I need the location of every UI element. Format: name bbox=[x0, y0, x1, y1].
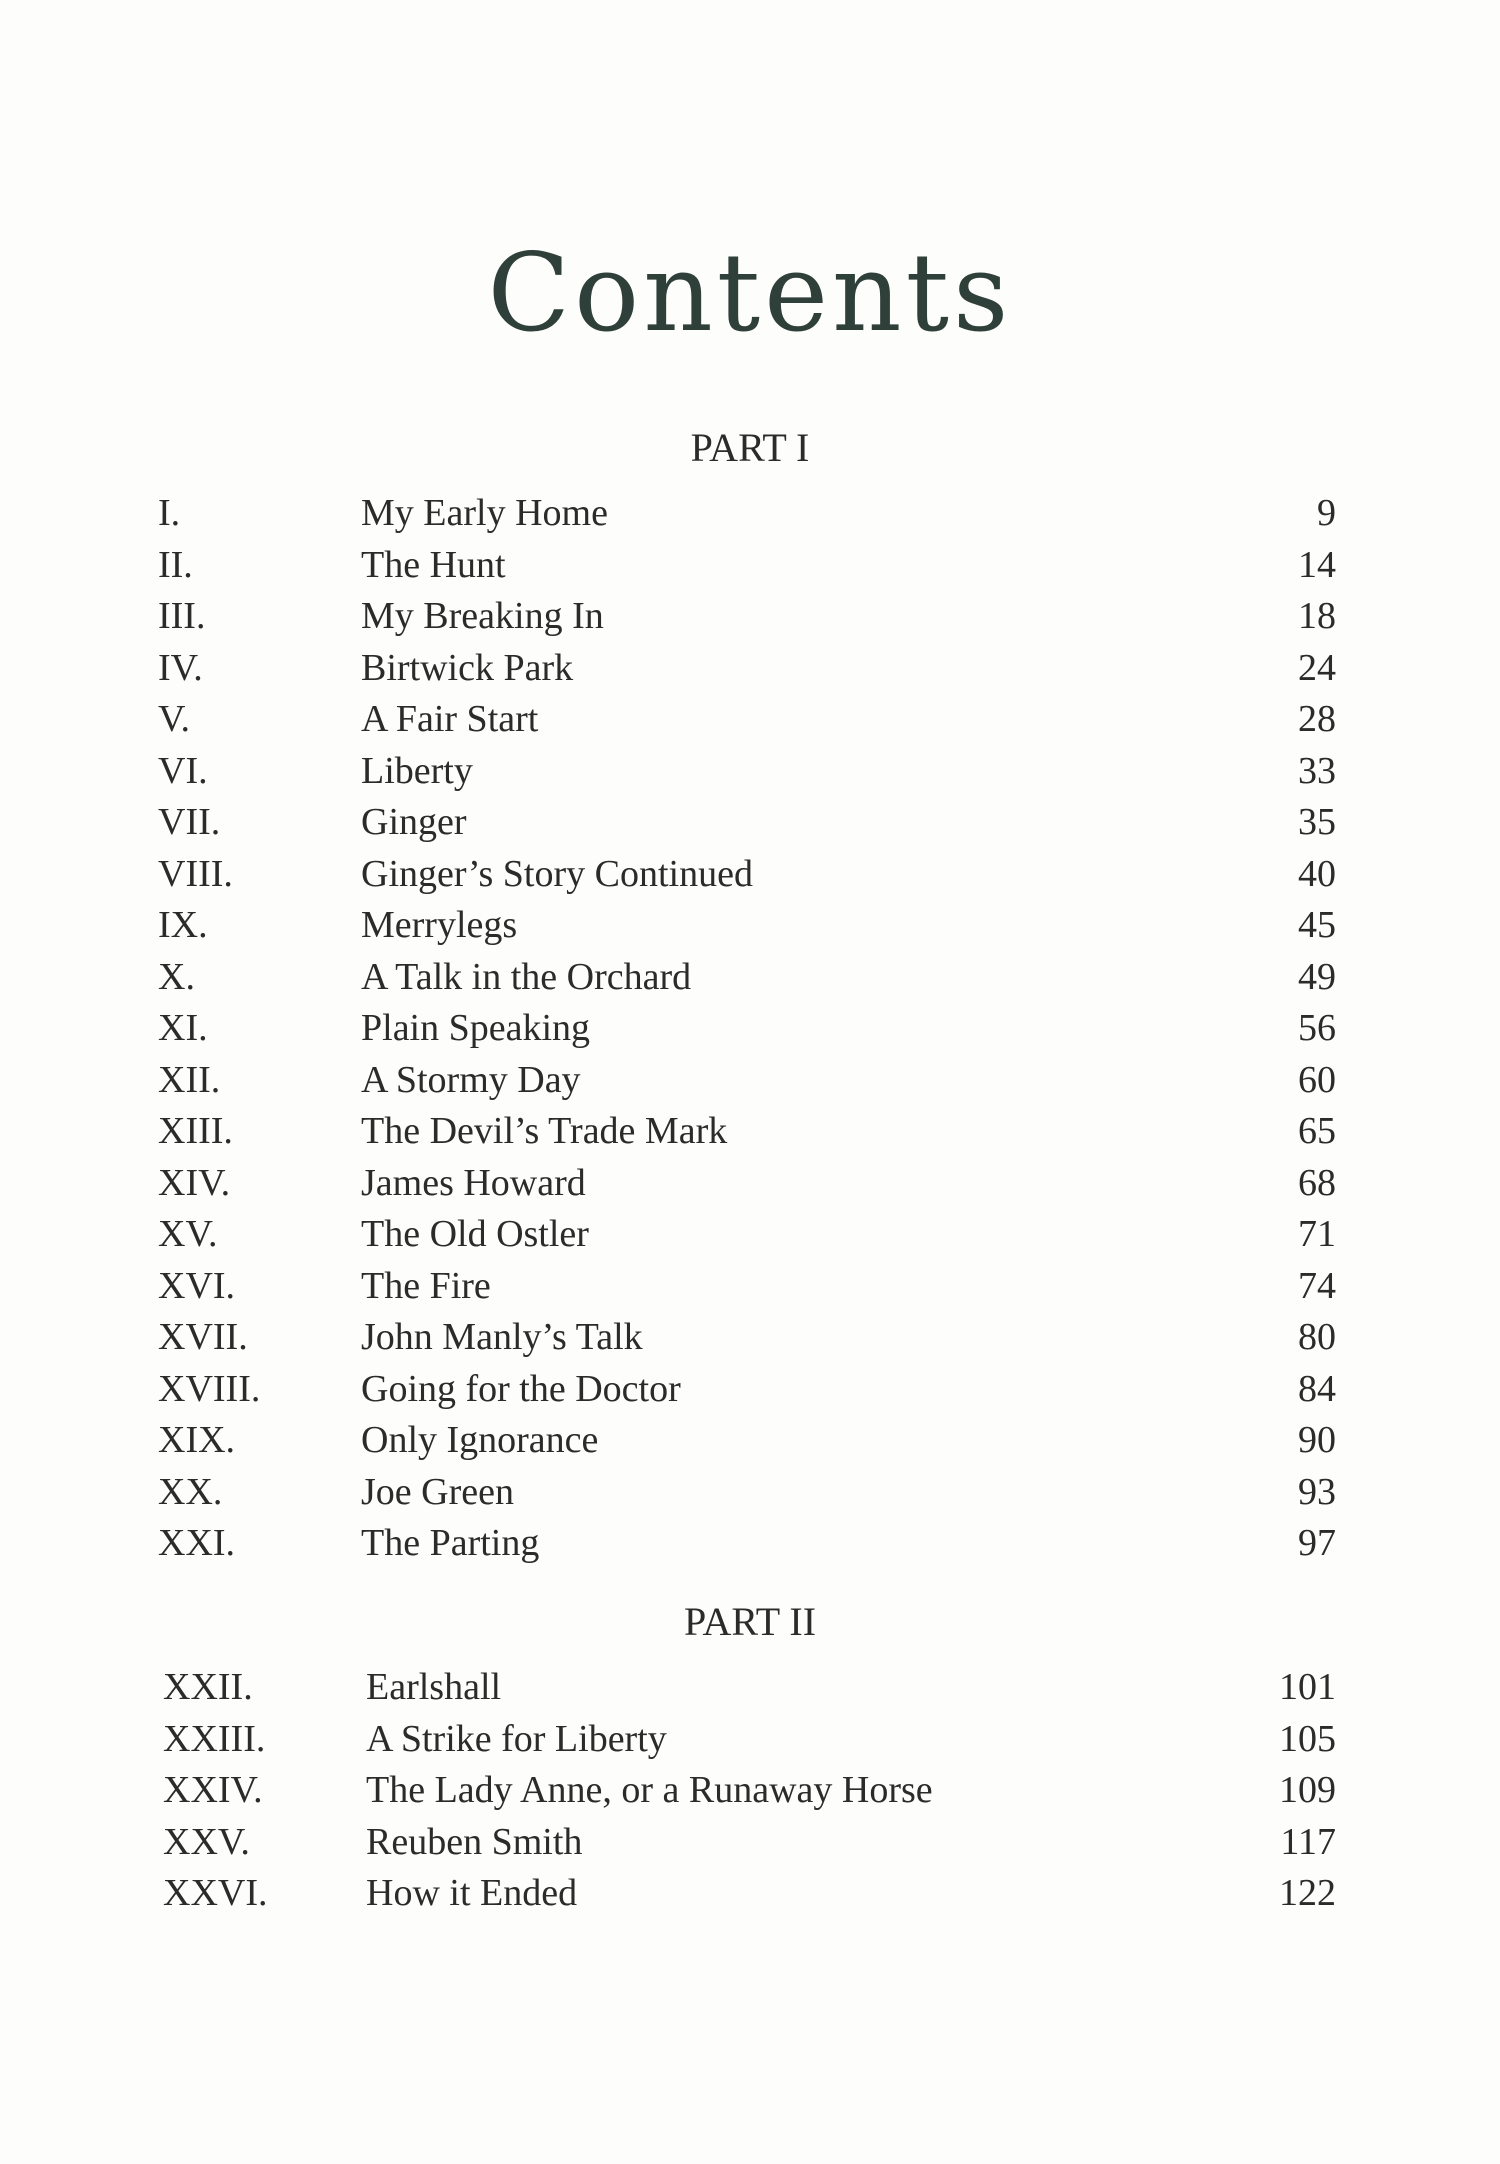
chapter-title: My Breaking In bbox=[361, 595, 604, 637]
chapter-number: V. bbox=[158, 698, 191, 740]
part-1-heading: PART I bbox=[690, 425, 810, 470]
chapter-page-number: 65 bbox=[1298, 1110, 1336, 1152]
part-2-chapter-list bbox=[158, 1662, 1336, 1920]
chapter-entry bbox=[158, 694, 1336, 746]
chapter-entry bbox=[158, 797, 1336, 849]
chapter-number: XI. bbox=[158, 1007, 208, 1049]
chapter-number: XVI. bbox=[158, 1264, 236, 1307]
chapter-title: Reuben Smith bbox=[366, 1820, 583, 1863]
chapter-page-number: 9 bbox=[1317, 492, 1336, 534]
chapter-title: John Manly’s Talk bbox=[361, 1316, 643, 1358]
chapter-entry bbox=[158, 1518, 1336, 1570]
chapter-entry bbox=[158, 1261, 1336, 1313]
part-2-heading: PART II bbox=[683, 1599, 817, 1644]
chapter-number: X. bbox=[158, 955, 195, 998]
chapter-page-number: 97 bbox=[1298, 1522, 1336, 1564]
chapter-number: VI. bbox=[158, 749, 208, 792]
chapter-title: The Lady Anne, or a Runaway Horse bbox=[366, 1769, 933, 1811]
chapter-title: The Old Ostler bbox=[361, 1213, 589, 1255]
chapter-number: XXVI. bbox=[163, 1872, 268, 1914]
chapter-number: XX. bbox=[158, 1470, 223, 1513]
chapter-number: VIII. bbox=[158, 852, 233, 895]
chapter-number: XXI. bbox=[158, 1522, 236, 1564]
chapter-entry bbox=[158, 900, 1336, 952]
chapter-title: Joe Green bbox=[361, 1470, 514, 1513]
chapter-entry bbox=[158, 1765, 1336, 1817]
chapter-entry bbox=[158, 1158, 1336, 1210]
chapter-page-number: 68 bbox=[1298, 1161, 1336, 1204]
chapter-number: XV. bbox=[158, 1213, 218, 1255]
chapter-page-number: 24 bbox=[1298, 646, 1336, 689]
chapter-number: XVIII. bbox=[158, 1367, 261, 1410]
chapter-title: The Parting bbox=[361, 1522, 540, 1564]
chapter-entry bbox=[158, 746, 1336, 798]
chapter-entry bbox=[158, 1868, 1336, 1920]
chapter-page-number: 60 bbox=[1298, 1058, 1336, 1101]
chapter-page-number: 84 bbox=[1298, 1367, 1336, 1410]
chapter-title: Going for the Doctor bbox=[361, 1367, 681, 1410]
chapter-entry bbox=[158, 1003, 1336, 1055]
chapter-page-number: 35 bbox=[1298, 801, 1336, 843]
chapter-page-number: 28 bbox=[1298, 698, 1336, 740]
part-1-chapter-list bbox=[158, 488, 1336, 1570]
chapter-number: XXIV. bbox=[163, 1769, 263, 1811]
chapter-number: XIX. bbox=[158, 1419, 236, 1461]
chapter-title: The Fire bbox=[361, 1264, 491, 1307]
chapter-page-number: 40 bbox=[1298, 852, 1336, 895]
chapter-page-number: 49 bbox=[1298, 955, 1336, 998]
chapter-page-number: 18 bbox=[1298, 595, 1336, 637]
chapter-number: VII. bbox=[158, 801, 221, 843]
chapter-title: Earlshall bbox=[366, 1666, 502, 1708]
chapter-page-number: 74 bbox=[1298, 1264, 1336, 1307]
chapter-title: The Devil’s Trade Mark bbox=[361, 1110, 728, 1152]
chapter-entry bbox=[158, 1714, 1336, 1766]
chapter-page-number: 33 bbox=[1298, 749, 1336, 792]
chapter-number: XXV. bbox=[163, 1820, 250, 1863]
chapter-title: Birtwick Park bbox=[361, 646, 574, 689]
chapter-number: XXIII. bbox=[163, 1717, 266, 1760]
chapter-page-number: 90 bbox=[1298, 1419, 1336, 1461]
chapter-entry bbox=[158, 643, 1336, 695]
chapter-number: II. bbox=[158, 543, 193, 586]
chapter-title: Liberty bbox=[361, 749, 473, 792]
chapter-entry bbox=[158, 1662, 1336, 1714]
chapter-number: III. bbox=[158, 595, 206, 637]
chapter-title: A Stormy Day bbox=[361, 1058, 581, 1101]
chapter-entry bbox=[158, 488, 1336, 540]
chapter-title: A Strike for Liberty bbox=[366, 1717, 667, 1760]
chapter-page-number: 117 bbox=[1280, 1820, 1336, 1863]
chapter-title: The Hunt bbox=[361, 543, 506, 586]
chapter-entry bbox=[158, 591, 1336, 643]
chapter-page-number: 80 bbox=[1298, 1316, 1336, 1358]
chapter-entry bbox=[158, 1055, 1336, 1107]
chapter-title: A Fair Start bbox=[361, 698, 539, 740]
chapter-title: How it Ended bbox=[366, 1872, 578, 1914]
chapter-title: Ginger’s Story Continued bbox=[361, 852, 753, 895]
chapter-entry bbox=[158, 1106, 1336, 1158]
chapter-number: XIV. bbox=[158, 1161, 231, 1204]
chapter-entry bbox=[158, 1467, 1336, 1519]
chapter-number: IX. bbox=[158, 904, 208, 946]
chapter-entry bbox=[158, 1364, 1336, 1416]
chapter-entry bbox=[158, 540, 1336, 592]
chapter-title: James Howard bbox=[361, 1161, 586, 1204]
chapter-number: IV. bbox=[158, 646, 203, 689]
chapter-entry bbox=[158, 952, 1336, 1004]
chapter-page-number: 14 bbox=[1298, 543, 1336, 586]
chapter-entry bbox=[158, 1817, 1336, 1869]
chapter-title: Plain Speaking bbox=[361, 1007, 591, 1049]
chapter-page-number: 71 bbox=[1298, 1213, 1336, 1255]
chapter-page-number: 101 bbox=[1279, 1666, 1336, 1708]
chapter-page-number: 93 bbox=[1298, 1470, 1336, 1513]
chapter-title: Ginger bbox=[361, 801, 467, 843]
chapter-page-number: 105 bbox=[1279, 1717, 1336, 1760]
chapter-entry bbox=[158, 1312, 1336, 1364]
chapter-entry bbox=[158, 1209, 1336, 1261]
chapter-page-number: 56 bbox=[1298, 1007, 1336, 1049]
chapter-page-number: 45 bbox=[1298, 904, 1336, 946]
chapter-title: My Early Home bbox=[361, 492, 608, 534]
chapter-page-number: 109 bbox=[1279, 1769, 1336, 1811]
chapter-page-number: 122 bbox=[1279, 1872, 1336, 1914]
chapter-title: A Talk in the Orchard bbox=[361, 955, 692, 998]
chapter-number: XVII. bbox=[158, 1316, 248, 1358]
chapter-entry bbox=[158, 849, 1336, 901]
chapter-number: XII. bbox=[158, 1058, 221, 1101]
page-title: Contents bbox=[487, 231, 1013, 356]
chapter-number: I. bbox=[158, 492, 181, 534]
chapter-title: Only Ignorance bbox=[361, 1419, 599, 1461]
chapter-title: Merrylegs bbox=[361, 904, 518, 946]
chapter-number: XXII. bbox=[163, 1666, 253, 1708]
chapter-entry bbox=[158, 1415, 1336, 1467]
chapter-number: XIII. bbox=[158, 1110, 233, 1152]
